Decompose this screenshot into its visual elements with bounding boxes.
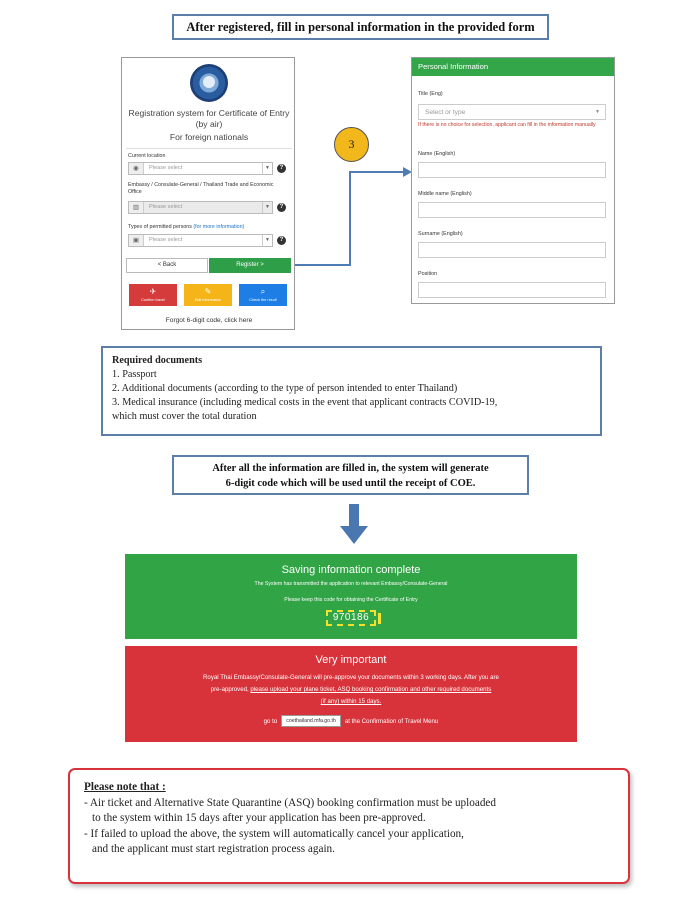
important-text: Royal Thai Embassy/Consulate-General will pre-approve your documents within 3 working days. After you are (203, 674, 499, 681)
back-button[interactable]: < Back (126, 258, 208, 273)
tile-label: Confirm travel (141, 298, 165, 302)
globe-icon: ◉ (129, 163, 144, 174)
step-badge: 3 (334, 127, 369, 162)
note-heading: Please note that : (84, 781, 166, 793)
document-item: 3. Medical insurance (including medical costs in the event that applicant contracts COVID-19, (112, 397, 498, 408)
select-placeholder: Please select (149, 237, 183, 243)
register-button[interactable]: Register > (209, 258, 291, 273)
title-note: If there is no choice for selection, applicant can fill in the information manually (418, 122, 596, 128)
note-line: - If failed to upload the above, the system will automatically cancel your application, (84, 827, 464, 840)
person-type-select[interactable] (128, 234, 273, 247)
position-input[interactable] (418, 282, 606, 298)
select-placeholder: Please select (149, 204, 183, 210)
personal-information-form (411, 57, 615, 304)
instruction-banner: After registered, fill in personal information in the provided form (172, 14, 549, 40)
code-notice-line: After all the information are filled in, the system will generate (212, 463, 489, 474)
important-text (125, 686, 577, 693)
building-icon: ▥ (129, 202, 144, 213)
saving-complete-panel (125, 554, 577, 639)
arrow-down-icon (340, 504, 368, 544)
person-type-label-text: Types of permitted persons (128, 224, 192, 230)
code-notice-box (172, 455, 529, 495)
website-url[interactable]: coethailand.mfa.go.th (281, 715, 341, 727)
document-item: which must cover the total duration (112, 411, 257, 422)
user-edit-icon: ✎ (204, 287, 212, 296)
chevron-down-icon: ▼ (262, 202, 272, 213)
chevron-down-icon: ▼ (262, 163, 272, 174)
tile-label: Check the result (249, 298, 277, 302)
important-text-plain: pre-approved, (210, 686, 251, 693)
help-icon[interactable]: ? (277, 164, 286, 173)
middle-name-label: Middle name (English) (418, 191, 472, 197)
six-digit-code: 970186 (326, 610, 376, 626)
document-item: 2. Additional documents (according to the type of person intended to enter Thailand) (112, 383, 458, 394)
saving-message: Please keep this code for obtaining the Certificate of Entry (284, 597, 418, 603)
embassy-label: Embassy / Consulate-General / Thailand Trade and Economic Office (128, 182, 274, 195)
goto-prefix: go to (263, 717, 278, 725)
tile-label: Edit information (194, 298, 222, 302)
important-text: (if any) within 15 days. (320, 698, 382, 705)
title-select[interactable] (418, 104, 606, 120)
search-icon: ⌕ (260, 287, 266, 296)
important-text-underlined: please upload your plane ticket, ASQ booking confirmation and other required documents (250, 686, 492, 693)
surname-input[interactable] (418, 242, 606, 258)
confirm-travel-button[interactable] (129, 284, 177, 306)
required-documents-heading: Required documents (112, 355, 203, 366)
name-label: Name (English) (418, 151, 456, 157)
required-documents-box (101, 346, 602, 436)
middle-name-input[interactable] (418, 202, 606, 218)
select-placeholder: Please select (149, 165, 183, 171)
very-important-panel (125, 646, 577, 742)
form-header: Personal Information (412, 58, 614, 76)
please-note-box (68, 768, 630, 884)
person-type-label (128, 224, 288, 231)
help-icon[interactable]: ? (277, 236, 286, 245)
document-item: 1. Passport (112, 369, 157, 380)
forgot-code-link[interactable]: Forgot 6-digit code, click here (165, 317, 253, 324)
divider (126, 148, 292, 149)
saving-message: The System has transmitted the application to relevant Embassy/Consulate-General (254, 581, 448, 587)
registration-subtitle: For foreign nationals (169, 132, 249, 142)
note-line: to the system within 15 days after your application has been pre-approved. (92, 812, 426, 824)
current-location-select[interactable] (128, 162, 273, 175)
important-title: Very important (315, 654, 387, 666)
help-icon[interactable]: ? (277, 203, 286, 212)
chevron-down-icon: ▼ (595, 109, 600, 115)
edit-information-button[interactable] (184, 284, 232, 306)
embassy-seal-icon (190, 64, 228, 102)
registration-card (121, 57, 295, 330)
name-input[interactable] (418, 162, 606, 178)
note-line: - Air ticket and Alternative State Quarantine (ASQ) booking confirmation must be uploaded (84, 796, 496, 809)
surname-label: Surname (English) (418, 231, 463, 237)
goto-suffix: at the Confirmation of Travel Menu (344, 717, 439, 725)
current-location-label: Current location (128, 153, 166, 159)
title-label: Title (Eng) (418, 91, 443, 97)
chevron-down-icon: ▼ (262, 235, 272, 246)
saving-title: Saving information complete (281, 564, 421, 576)
person-icon: ▣ (129, 235, 144, 246)
plane-icon: ✈ (149, 287, 157, 296)
more-info-link[interactable]: (for more information) (193, 224, 245, 230)
embassy-select[interactable] (128, 201, 273, 214)
note-line: and the applicant must start registration process again. (92, 843, 335, 855)
select-placeholder: Select or type (425, 109, 466, 116)
goto-line (125, 715, 577, 727)
check-result-button[interactable] (239, 284, 287, 306)
position-label: Position (418, 271, 438, 277)
code-notice-line: 6-digit code which will be used until the receipt of COE. (225, 478, 476, 489)
registration-title: Registration system for Certificate of Entry (by air) (128, 108, 290, 129)
